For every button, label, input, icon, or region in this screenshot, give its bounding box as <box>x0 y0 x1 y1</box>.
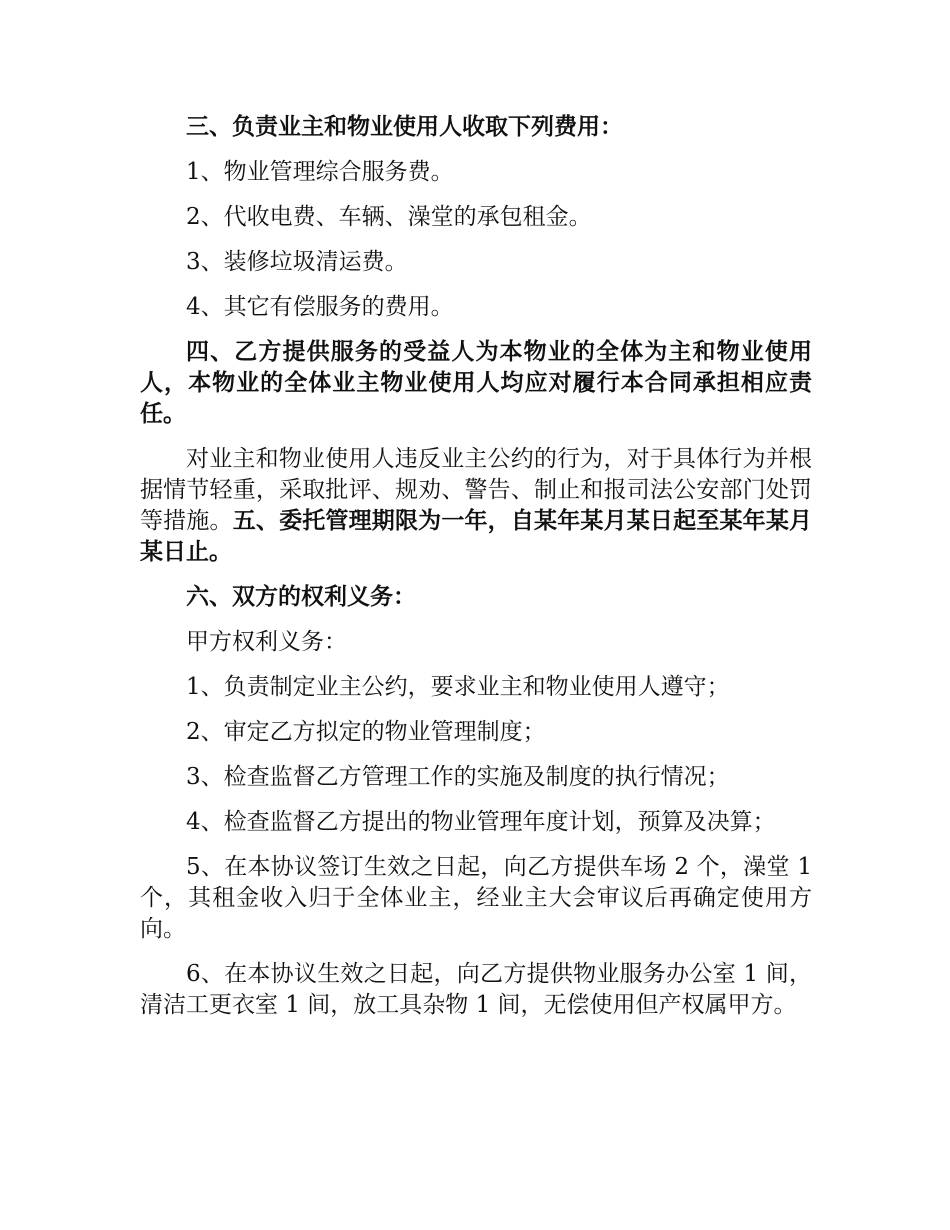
section-3-heading: 三、负责业主和物业使用人收取下列费用： <box>186 114 623 140</box>
party-a-item-3: 3、检查监督乙方管理工作的实施及制度的执行情况； <box>186 764 730 790</box>
fee-item-2: 2、代收电费、车辆、澡堂的承包租金。 <box>186 204 592 230</box>
party-a-item-6: 6、在本协议生效之日起，向乙方提供物业服务办公室 1 间，清洁工更衣室 1 间，放工具杂物 1 间，无偿使用但产权属甲方。 <box>140 961 812 1018</box>
fee-item-4: 4、其它有偿服务的费用。 <box>186 294 454 320</box>
fee-item-1: 1、物业管理综合服务费。 <box>186 159 454 185</box>
fee-item-3: 3、装修垃圾清运费。 <box>186 249 408 275</box>
section-4-heading: 四、乙方提供服务的受益人为本物业的全体为主和物业使用人，本物业的全体业主物业使用人均应对履行本合同承担相应责任。 <box>140 339 812 427</box>
party-a-item-2: 2、审定乙方拟定的物业管理制度； <box>186 719 546 745</box>
party-a-item-1: 1、负责制定业主公约，要求业主和物业使用人遵守； <box>186 674 730 700</box>
party-a-item-4: 4、检查监督乙方提出的物业管理年度计划，预算及决算； <box>186 809 776 835</box>
violation-measures-paragraph <box>140 444 812 568</box>
violation-measures-text: 对业主和物业使用人违反业主公约的行为，对于具体行为并根据情节轻重，采取批评、规劝、警告、制止和报司法公安部门处罚等措施。 <box>140 446 812 534</box>
party-a-item-5: 5、在本协议签订生效之日起，向乙方提供车场 2 个，澡堂 1 个，其租金收入归于全体业主，经业主大会审议后再确定使用方向。 <box>140 854 812 942</box>
party-a-heading: 甲方权利义务： <box>186 629 347 655</box>
document-body <box>140 112 812 1035</box>
section-6-heading: 六、双方的权利义务： <box>186 584 416 610</box>
section-5-heading: 五、委托管理期限为一年，自某年某月某日起至某年某月某日止。 <box>140 508 813 565</box>
